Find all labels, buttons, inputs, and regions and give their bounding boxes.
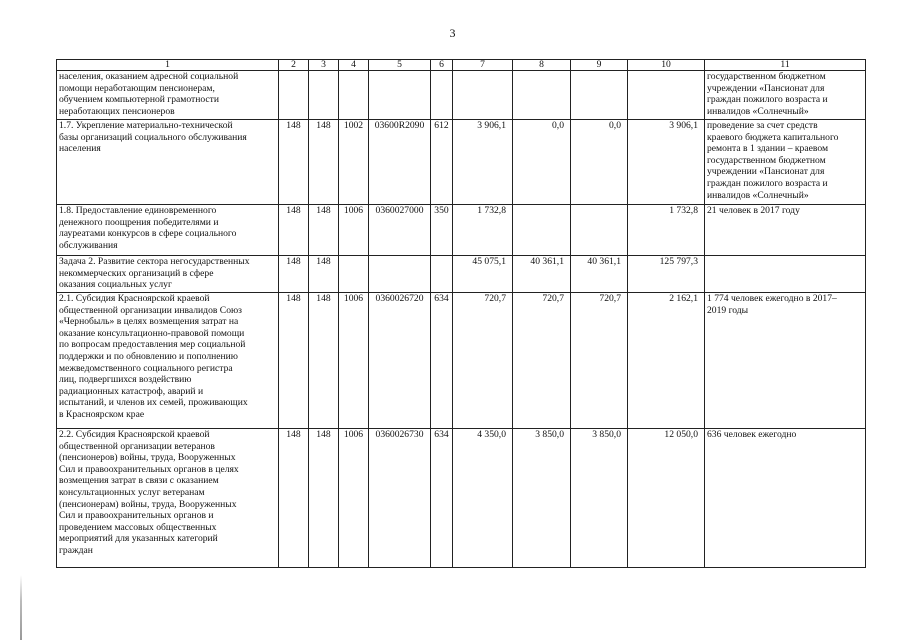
table-row xyxy=(57,429,866,568)
code-cell xyxy=(279,71,309,120)
table-row xyxy=(57,256,866,293)
amount-cell: 0,0 xyxy=(571,120,628,205)
code-cell: 148 xyxy=(279,429,309,568)
code-cell: 350 xyxy=(431,205,453,256)
amount-cell xyxy=(571,205,628,256)
budget-table xyxy=(56,59,866,568)
code-cell: 148 xyxy=(279,120,309,205)
column-number: 9 xyxy=(571,60,628,71)
amount-cell xyxy=(513,205,571,256)
amount-cell: 3 906,1 xyxy=(453,120,513,205)
description-cell: 1.7. Укрепление материально-технической базы организаций социального обслуживания населения xyxy=(57,120,279,205)
column-number: 8 xyxy=(513,60,571,71)
result-cell: государственном бюджетном учреждении «Пансионат для граждан пожилого возраста и инвалидов «Солнечный» xyxy=(705,71,866,120)
code-cell: 148 xyxy=(309,205,339,256)
amount-cell: 4 350,0 xyxy=(453,429,513,568)
amount-cell: 720,7 xyxy=(453,293,513,429)
code-cell: 148 xyxy=(279,205,309,256)
code-cell: 148 xyxy=(309,256,339,293)
result-cell: 1 774 человек ежегодно в 2017– 2019 годы xyxy=(705,293,866,429)
code-cell: 0360027000 xyxy=(369,205,431,256)
code-cell: 148 xyxy=(309,429,339,568)
table-row xyxy=(57,71,866,120)
amount-cell: 1 732,8 xyxy=(453,205,513,256)
column-number: 7 xyxy=(453,60,513,71)
column-number: 3 xyxy=(309,60,339,71)
page-number: 3 xyxy=(449,26,456,40)
result-cell: 21 человек в 2017 году xyxy=(705,205,866,256)
column-number-row xyxy=(57,60,866,71)
code-cell: 1006 xyxy=(339,205,369,256)
code-cell: 634 xyxy=(431,429,453,568)
amount-cell: 1 732,8 xyxy=(628,205,705,256)
code-cell: 1006 xyxy=(339,293,369,429)
description-cell: 2.1. Субсидия Красноярской краевой общественной организации инвалидов Союз «Чернобыль» в целях возмещения затрат на оказание консультационно-правовой помощи по вопросам предоставления мер социальной поддержки и по обновлению и пополнению межведомственного социального регистра лиц, подвергшихся воздействию радиационных катастроф, аварий и испытаний, и членов их семей, проживающих в Красноярском крае xyxy=(57,293,279,429)
amount-cell: 125 797,3 xyxy=(628,256,705,293)
amount-cell: 720,7 xyxy=(513,293,571,429)
amount-cell xyxy=(628,71,705,120)
description-cell: населения, оказанием адресной социальной помощи неработающим пенсионерам, обучением компьютерной грамотности неработающих пенсионеров xyxy=(57,71,279,120)
code-cell: 148 xyxy=(279,293,309,429)
scan-edge-mark xyxy=(20,575,22,640)
amount-cell: 45 075,1 xyxy=(453,256,513,293)
code-cell: 148 xyxy=(309,120,339,205)
table-row xyxy=(57,205,866,256)
table-row xyxy=(57,120,866,205)
amount-cell: 3 906,1 xyxy=(628,120,705,205)
amount-cell xyxy=(571,71,628,120)
code-cell: 0360026730 xyxy=(369,429,431,568)
code-cell xyxy=(339,71,369,120)
code-cell xyxy=(309,71,339,120)
code-cell xyxy=(431,71,453,120)
description-cell: Задача 2. Развитие сектора негосударственных некоммерческих организаций в сфере оказания социальных услуг xyxy=(57,256,279,293)
result-cell: 636 человек ежегодно xyxy=(705,429,866,568)
code-cell: 0360026720 xyxy=(369,293,431,429)
amount-cell: 2 162,1 xyxy=(628,293,705,429)
description-cell: 1.8. Предоставление единовременного денежного поощрения победителями и лауреатами конкурсов в сфере социального обслуживания xyxy=(57,205,279,256)
amount-cell: 720,7 xyxy=(571,293,628,429)
column-number: 10 xyxy=(628,60,705,71)
code-cell: 148 xyxy=(309,293,339,429)
amount-cell: 12 050,0 xyxy=(628,429,705,568)
amount-cell: 0,0 xyxy=(513,120,571,205)
amount-cell xyxy=(453,71,513,120)
result-cell: проведение за счет средств краевого бюджета капитального ремонта в 1 здании – краевом государственном бюджетном учреждении «Пансионат для граждан пожилого возраста и инвалидов «Солнечный» xyxy=(705,120,866,205)
code-cell: 1006 xyxy=(339,429,369,568)
code-cell xyxy=(369,71,431,120)
table-row xyxy=(57,293,866,429)
code-cell: 148 xyxy=(279,256,309,293)
column-number: 6 xyxy=(431,60,453,71)
column-number: 5 xyxy=(369,60,431,71)
code-cell xyxy=(339,256,369,293)
amount-cell: 3 850,0 xyxy=(571,429,628,568)
code-cell: 03600R2090 xyxy=(369,120,431,205)
code-cell xyxy=(369,256,431,293)
result-cell xyxy=(705,256,866,293)
column-number: 2 xyxy=(279,60,309,71)
code-cell: 634 xyxy=(431,293,453,429)
code-cell: 1002 xyxy=(339,120,369,205)
description-cell: 2.2. Субсидия Красноярской краевой общественной организации ветеранов (пенсионеров) войны, труда, Вооруженных Сил и правоохранительных органов в целях возмещения затрат в связи с оказанием консультационных услуг ветеранам (пенсионерам) войны, труда, Вооруженных Сил и правоохранительных органов и проведением массовых общественных мероприятий для указанных категорий граждан xyxy=(57,429,279,568)
amount-cell xyxy=(513,71,571,120)
amount-cell: 3 850,0 xyxy=(513,429,571,568)
amount-cell: 40 361,1 xyxy=(513,256,571,293)
code-cell: 612 xyxy=(431,120,453,205)
column-number: 1 xyxy=(57,60,279,71)
amount-cell: 40 361,1 xyxy=(571,256,628,293)
column-number: 11 xyxy=(705,60,866,71)
column-number: 4 xyxy=(339,60,369,71)
code-cell xyxy=(431,256,453,293)
